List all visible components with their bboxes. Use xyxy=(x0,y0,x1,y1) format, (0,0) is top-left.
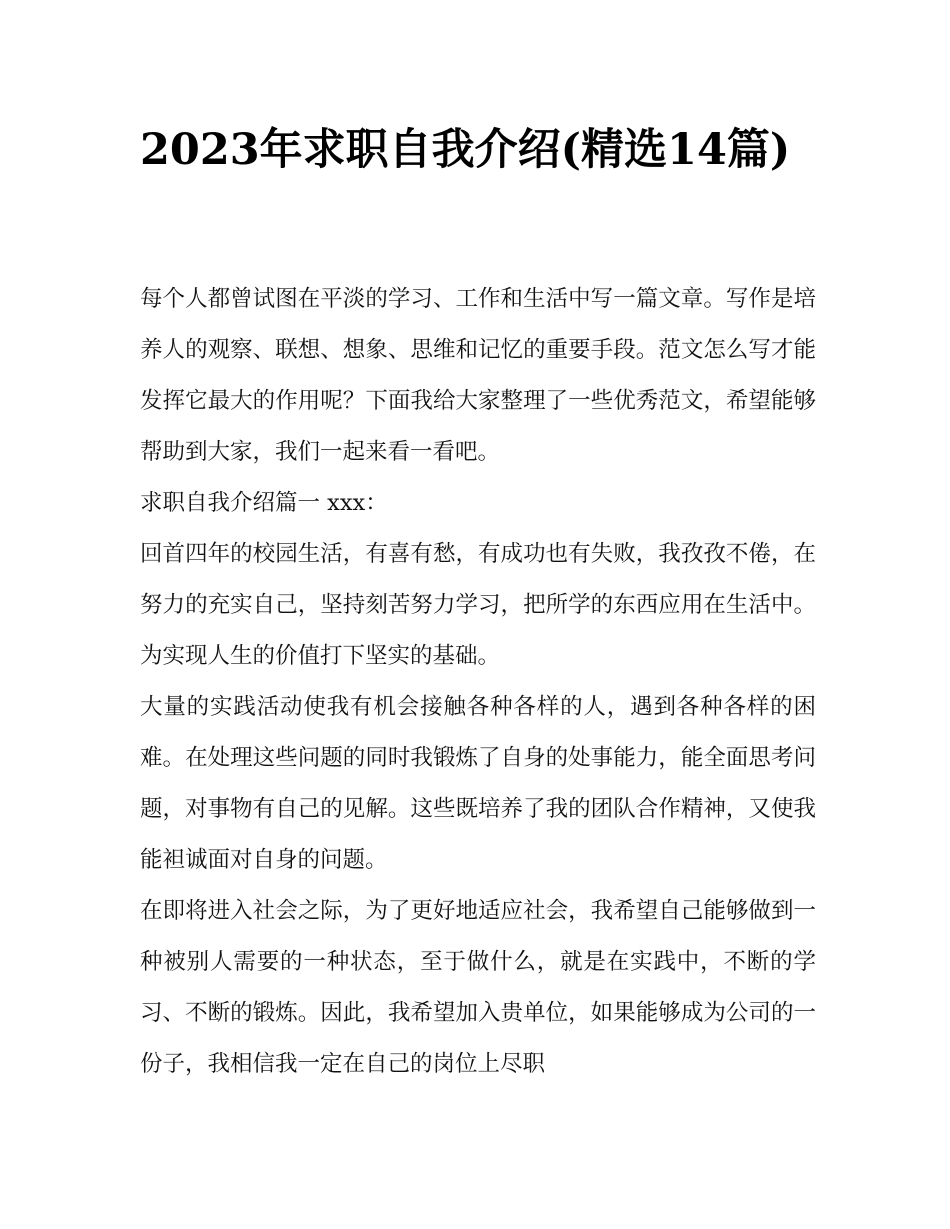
paragraph-career-goal: 在即将进入社会之际，为了更好地适应社会，我希望自己能够做到一种被别人需要的一种状态，至于做什么，就是在实践中，不断的学习、不断的锻炼。因此，我希望加入贵单位，如果能够成为公司的一份子，我相信我一定在自己的岗位上尽职 xyxy=(140,898,816,1077)
paragraph-campus-life: 回首四年的校园生活，有喜有愁，有成功也有失败，我孜孜不倦，在努力的充实自己，坚持刻苦努力学习，把所学的东西应用在生活中。为实现人生的价值打下坚实的基础。 xyxy=(140,541,816,669)
paragraph-practice: 大量的实践活动使我有机会接触各种各样的人，遇到各种各样的困难。在处理这些问题的同时我锻炼了自身的处事能力，能全面思考问题，对事物有自己的见解。这些既培养了我的团队合作精神，又使我能袒诚面对自身的问题。 xyxy=(140,694,816,873)
document-title: 2023年求职自我介绍(精选14篇) xyxy=(140,125,791,175)
section-heading: 求职自我介绍篇一 xxx： xyxy=(140,490,388,516)
document-body xyxy=(140,274,816,1090)
paragraph-intro: 每个人都曾试图在平淡的学习、工作和生活中写一篇文章。写作是培养人的观察、联想、想象、思维和记忆的重要手段。范文怎么写才能发挥它最大的作用呢？下面我给大家整理了一些优秀范文，希望能够帮助到大家，我们一起来看一看吧。 xyxy=(140,286,816,465)
